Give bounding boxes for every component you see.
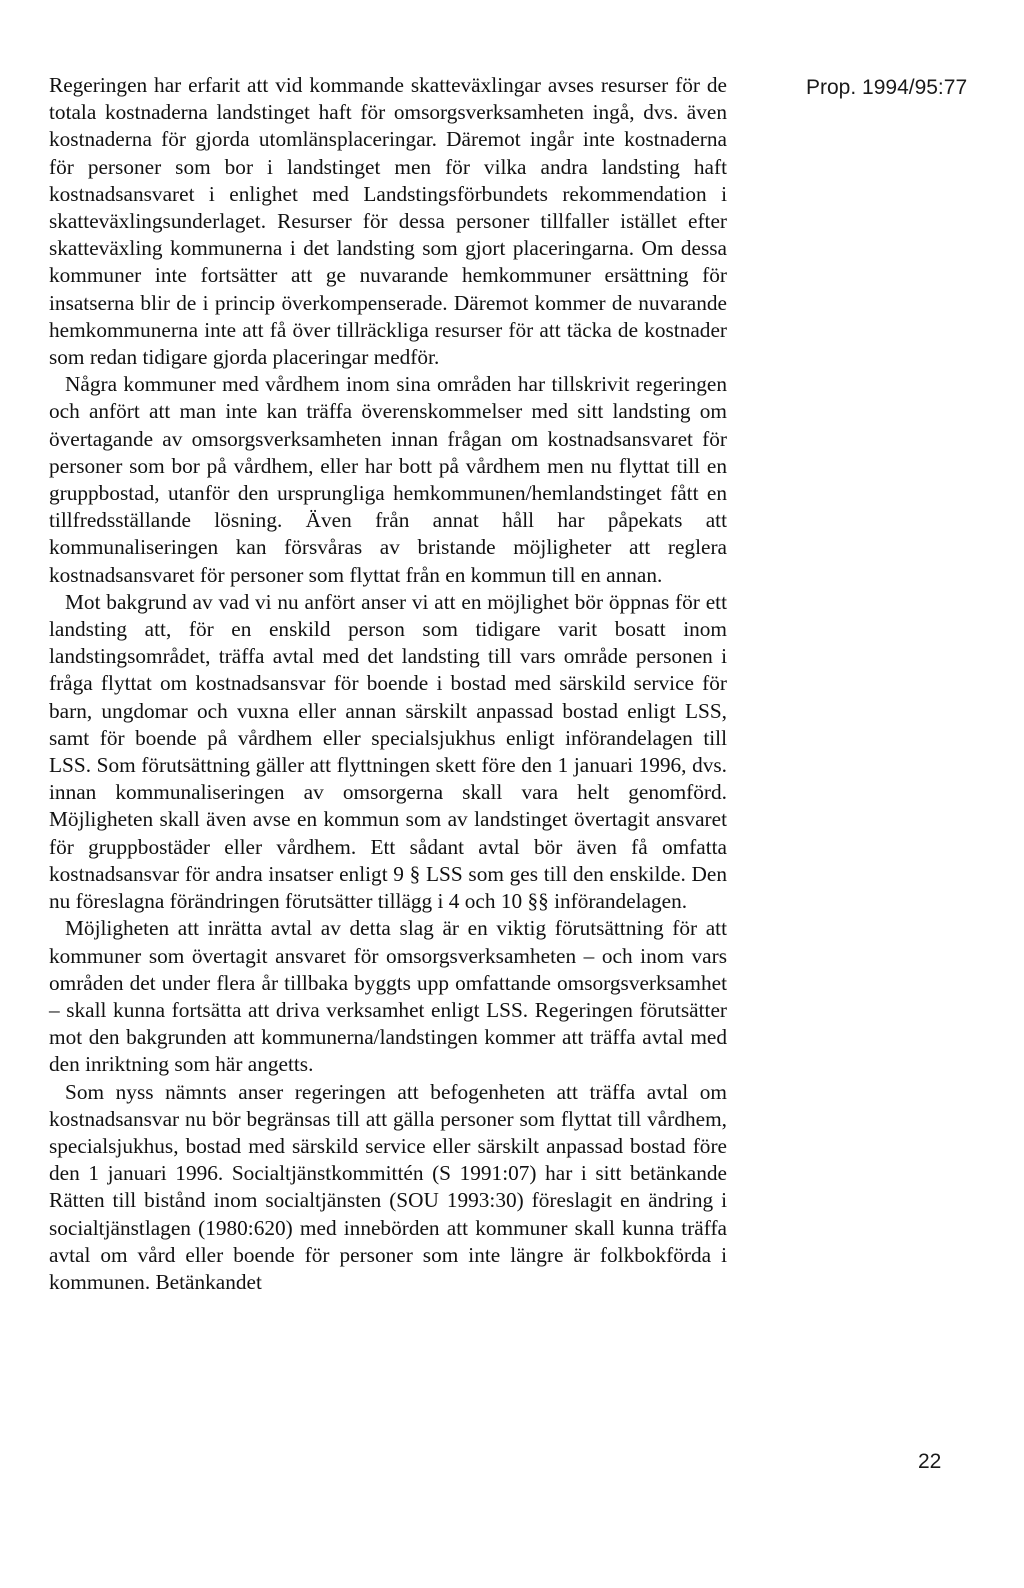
proposition-reference: Prop. 1994/95:77 [806,76,968,99]
paragraph: Regeringen har erfarit att vid kommande skatteväxlingar avses resurser för de totala kostnaderna landstinget haft för omsorgsverksamheten ingå, dvs. även kostnaderna för gjorda utomlänsplaceringar. Däremot ingår inte kostnaderna för personer som bor i landstinget men för vilka andra landsting haft kostnadsansvaret i enlighet med Landstingsförbundets rekommendation i skatteväxlingsunderlaget. Resurser för dessa personer tillfaller istället efter skatteväxling kommunerna i det landsting som gjort placeringarna. Om dessa kommuner inte fortsätter att ge nuvarande hemkommuner ersättning för insatserna blir de i princip överkompenserade. Däremot kommer de nuvarande hemkommunerna inte att få över tillräckliga resurser för att täcka de kostnader som redan tidigare gjorda placeringar medför. [49,73,727,370]
paragraph: Mot bakgrund av vad vi nu anfört anser vi att en möjlighet bör öppnas för ett landsting att, för en enskild person som tidigare varit bosatt inom landstingsområdet, träffa avtal med det landsting till vars område personen i fråga flyttat om kostnadsansvar för boende i bostad med särskild service för barn, ungdomar och vuxna eller annan särskilt anpassad bostad enligt LSS, samt för boende på vårdhem eller specialsjukhus enligt införandelagen till LSS. Som förutsättning gäller att flyttningen skett före den 1 januari 1996, dvs. innan kommunaliseringen av omsorgerna skall vara helt genomförd. Möjligheten skall även avse en kommun som av landstinget övertagit ansvaret för gruppbostäder eller vårdhem. Ett sådant avtal bör även få omfatta kostnadsansvar för andra insatser enligt 9 § LSS som ges till den enskilde. Den nu föreslagna förändringen förutsätter tillägg i 4 och 10 §§ införandelagen. [49,589,727,914]
paragraph: Möjligheten att inrätta avtal av detta slag är en viktig förutsättning för att kommuner som övertagit ansvaret för omsorgsverksamheten – och inom vars områden det under flera år tillbaka byggts upp omfattande omsorgsverksamhet – skall kunna fortsätta att driva verksamhet enligt LSS. Regeringen förutsätter mot den bakgrunden att kommunerna/landstingen kommer att träffa avtal med den inriktning som här angetts. [49,916,727,1077]
body-text [49,72,727,1296]
paragraph: Några kommuner med vårdhem inom sina områden har tillskrivit regeringen och anfört att man inte kan träffa överenskommelser med sitt landsting om övertagande av omsorgsverksamheten innan frågan om kostnadsansvaret för personer som bor på vårdhem, eller har bott på vårdhem men nu flyttat till en gruppbostad, utanför den ursprungliga hemkommunen/hemlandstinget fått en tillfredsställande lösning. Även från annat håll har påpekats att kommunaliseringen kan försvåras av bristande möjligheter att reglera kostnadsansvaret för personer som flyttat från en kommun till en annan. [49,372,727,587]
page-number: 22 [918,1450,942,1473]
paragraph: Som nyss nämnts anser regeringen att befogenheten att träffa avtal om kostnadsansvar nu bör begränsas till att gälla personer som flyttat till vårdhem, specialsjukhus, bostad med särskild service eller särskilt anpassad bostad före den 1 januari 1996. Socialtjänstkommittén (S 1991:07) har i sitt betänkande Rätten till bistånd inom socialtjänsten (SOU 1993:30) föreslagit en ändring i socialtjänstlagen (1980:620) med innebörden att kommuner skall kunna träffa avtal om vård eller boende för personer som inte längre är folkbokförda i kommunen. Betänkandet [49,1079,727,1294]
